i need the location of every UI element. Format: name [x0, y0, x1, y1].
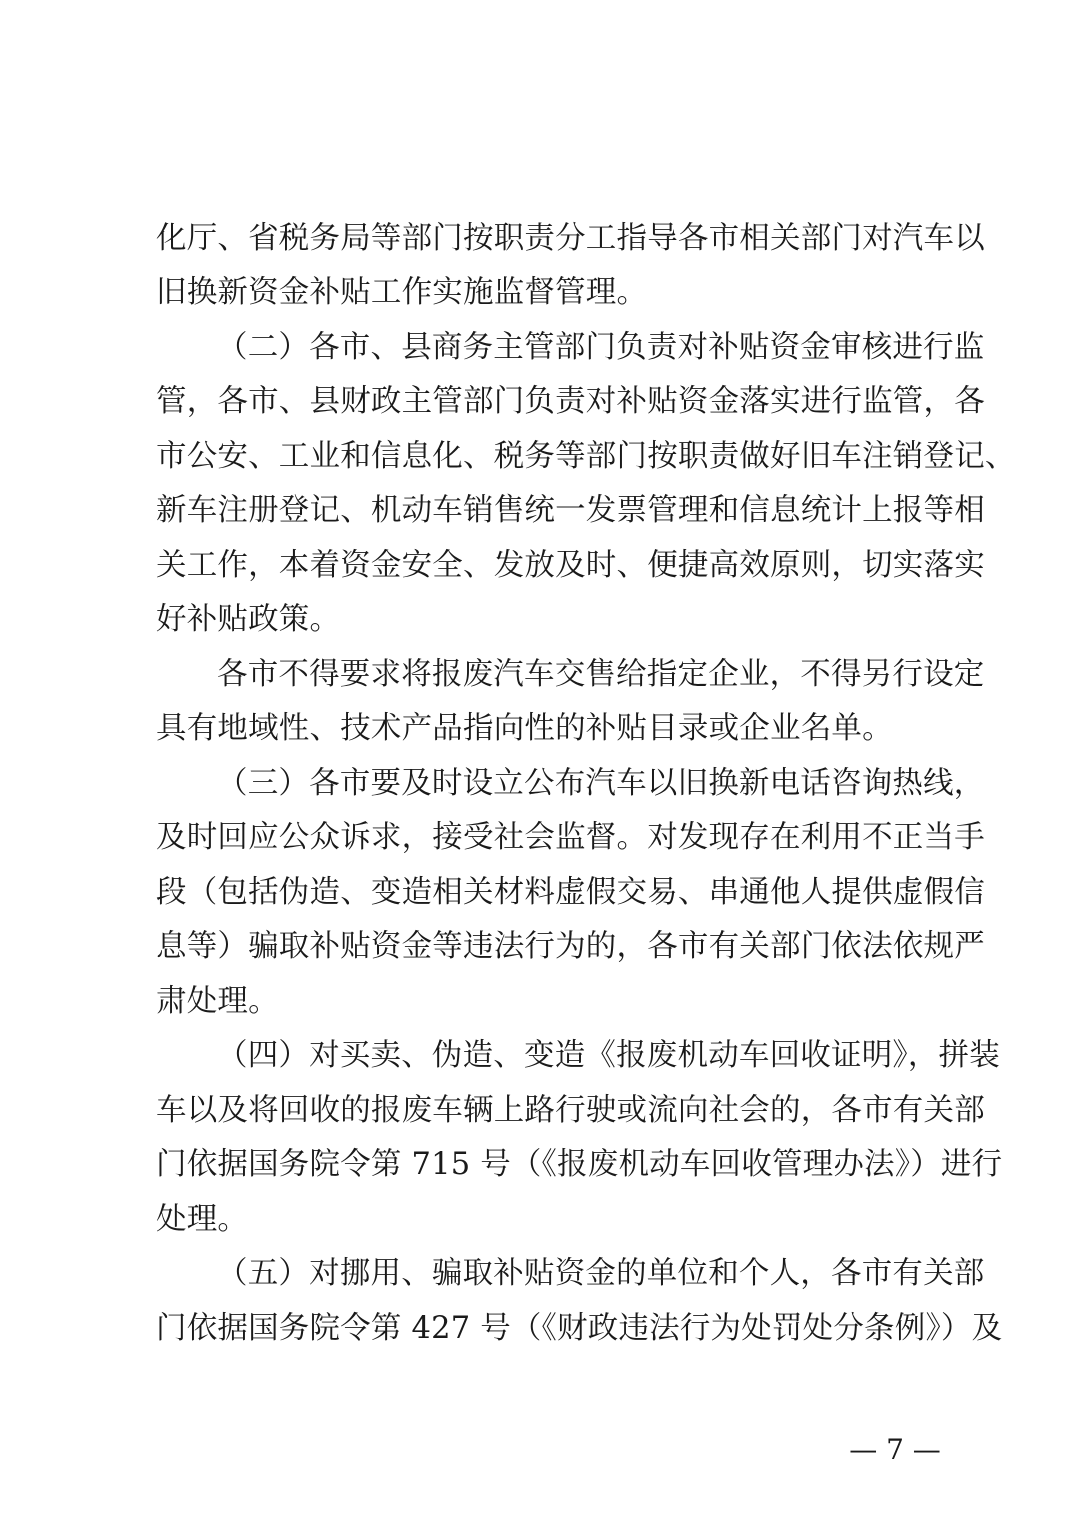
body-text-line: 及时回应公众诉求，接受社会监督。对发现存在利用不正当手 [156, 820, 985, 855]
body-text-line: 门依据国务院令第 715 号（《报废机动车回收管理办法》）进行 [156, 1147, 1003, 1182]
body-text-line: 处理。 [156, 1202, 249, 1237]
body-text-line: 车以及将回收的报废车辆上路行驶或流向社会的，各市有关部 [156, 1093, 985, 1128]
body-text-line: 具有地域性、技术产品指向性的补贴目录或企业名单。 [156, 711, 893, 746]
page-number: — 7 — [849, 1433, 941, 1466]
paragraph-five-start: （五）对挪用、骗取补贴资金的单位和个人，各市有关部 [217, 1256, 985, 1291]
body-text-line: 段（包括伪造、变造相关材料虚假交易、串通他人提供虚假信 [156, 875, 985, 910]
body-text-line: 肃处理。 [156, 984, 279, 1019]
paragraph-start: 各市不得要求将报废汽车交售给指定企业，不得另行设定 [217, 657, 985, 692]
body-text-line: 新车注册登记、机动车销售统一发票管理和信息统计上报等相 [156, 493, 985, 528]
body-text-line: 管，各市、县财政主管部门负责对补贴资金落实进行监管，各 [156, 384, 985, 419]
paragraph-four-start: （四）对买卖、伪造、变造《报废机动车回收证明》，拼装 [217, 1038, 1000, 1073]
paragraph-two-start: （二）各市、县商务主管部门负责对补贴资金审核进行监 [217, 330, 985, 365]
body-text-line: 门依据国务院令第 427 号（《财政违法行为处罚处分条例》）及 [156, 1311, 1003, 1346]
body-text-line: 市公安、工业和信息化、税务等部门按职责做好旧车注销登记、 [156, 439, 1016, 474]
body-text-line: 好补贴政策。 [156, 602, 341, 637]
body-text-line: 息等）骗取补贴资金等违法行为的，各市有关部门依法依规严 [156, 929, 985, 964]
body-text-line: 关工作，本着资金安全、发放及时、便捷高效原则，切实落实 [156, 548, 985, 583]
body-text-line: 旧换新资金补贴工作实施监督管理。 [156, 275, 648, 310]
body-text-line: 化厅、省税务局等部门按职责分工指导各市相关部门对汽车以 [156, 221, 985, 256]
paragraph-three-start: （三）各市要及时设立公布汽车以旧换新电话咨询热线， [217, 766, 985, 801]
